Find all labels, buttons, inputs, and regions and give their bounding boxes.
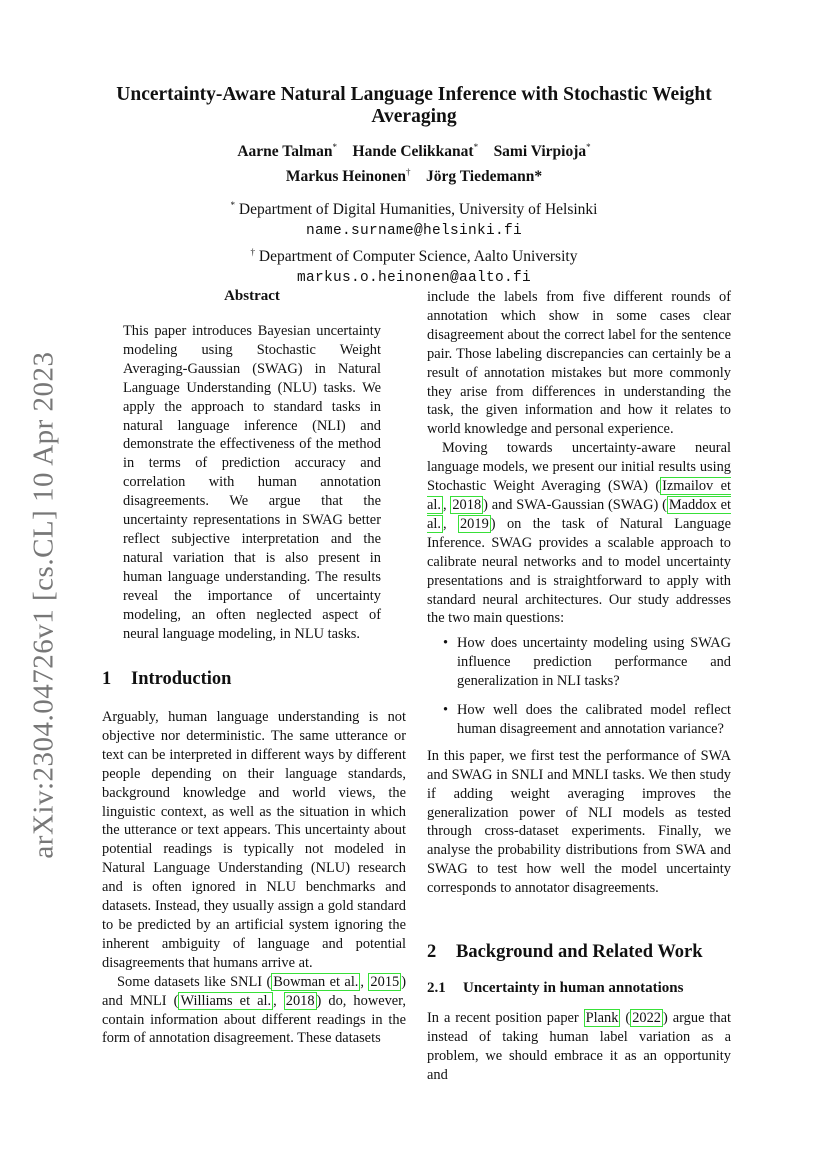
author-mark: * bbox=[586, 142, 591, 152]
question-item bbox=[427, 634, 731, 691]
subsection-2-1-heading bbox=[427, 980, 683, 997]
email-1: name.surname@helsinki.fi bbox=[305, 222, 523, 239]
author-name: Markus Heinonen bbox=[285, 168, 406, 185]
affiliation-mark: † bbox=[250, 247, 256, 257]
right-paragraph-continued: include the labels from five different rounds of annotation which show in some cases clear disagreement about the correct label for the sentence pair. Those labeling discrepancies can certainly be a result of annotation mistakes but more commonly they arise from differences in understanding the task, the given information and how it relates to world knowledge and personal experience. bbox=[427, 289, 731, 438]
section-title: Introduction bbox=[131, 669, 232, 689]
arxiv-stamp bbox=[24, 351, 64, 859]
bullet-icon: • bbox=[443, 635, 449, 652]
author-mark: * bbox=[332, 142, 338, 152]
author-row-2 bbox=[60, 162, 768, 187]
intro-body bbox=[102, 708, 406, 1048]
section-number: 1 bbox=[102, 669, 112, 689]
author-list bbox=[60, 137, 768, 187]
text-run: Some datasets like SNLI ( bbox=[117, 973, 272, 990]
text-run: ) and MNLI ( bbox=[102, 973, 406, 1009]
bullet-icon: • bbox=[443, 702, 449, 719]
citation-link[interactable]: Maddox et al. bbox=[427, 496, 731, 532]
title-line-1: Uncertainty-Aware Natural Language Inference with Stochastic Weight bbox=[116, 84, 712, 105]
right-column-body bbox=[427, 288, 731, 898]
question-list bbox=[427, 634, 731, 739]
text-run: ) argue that instead of taking human label variation as a problem, we should embrace it as an opportunity and bbox=[427, 1010, 731, 1083]
affiliation-text: Department of Digital Humanities, University of Helsinki bbox=[238, 201, 598, 218]
author-row-1 bbox=[60, 137, 768, 162]
affiliation-2 bbox=[60, 242, 768, 268]
author-name: Jörg Tiedemann* bbox=[426, 168, 543, 185]
text-run: ) on the task of Natural Language Inference. SWAG provides a scalable approach to calibrate neural networks and to model uncertainty presentations and is straightforward to apply with standard neural architectures. Our study addresses the two main questions: bbox=[427, 515, 731, 627]
citation-year-link[interactable]: 2018 bbox=[285, 992, 315, 1009]
author-mark: † bbox=[406, 167, 411, 177]
citation-year-link[interactable]: 2022 bbox=[632, 1010, 661, 1026]
affiliation-text: Department of Computer Science, Aalto University bbox=[258, 248, 578, 265]
question-text: How well does the calibrated model reflect human disagreement and annotation variance? bbox=[457, 702, 731, 737]
section-title: Background and Related Work bbox=[456, 942, 703, 962]
title-line-2: Averaging bbox=[371, 106, 457, 127]
citation-link[interactable]: Bowman et al. bbox=[273, 973, 359, 990]
paper-title bbox=[60, 84, 768, 128]
author-name: Hande Celikkanat bbox=[352, 143, 474, 160]
text-run: , bbox=[273, 992, 284, 1009]
section-2-heading bbox=[427, 942, 703, 963]
citation-link[interactable]: Williams et al. bbox=[180, 992, 272, 1009]
question-item bbox=[427, 701, 731, 739]
abstract-heading: Abstract bbox=[224, 288, 280, 304]
citation-year-link[interactable]: 2019 bbox=[459, 515, 489, 532]
affiliations bbox=[60, 195, 768, 289]
text-run: , bbox=[442, 515, 458, 532]
text-run: ( bbox=[620, 1010, 631, 1026]
text-run: ) do, however, contain information about different readings in the form of annotation disagreement. These datasets bbox=[102, 992, 406, 1047]
citation-year-link[interactable]: 2015 bbox=[370, 973, 400, 990]
subsection-2-1-body bbox=[427, 1009, 731, 1085]
subsection-title: Uncertainty in human annotations bbox=[463, 980, 684, 996]
section-number: 2 bbox=[427, 942, 437, 962]
citation-link[interactable]: Izmailov et al. bbox=[427, 478, 731, 513]
text-run: In a recent position paper bbox=[427, 1010, 584, 1026]
affiliation-1 bbox=[60, 195, 768, 221]
author-mark: * bbox=[473, 142, 479, 152]
intro-paragraph-1: Arguably, human language understanding is not objective nor deterministic. The same utterance or text can be interpreted in different ways by different people depending on their language standards, background knowledge and world views, the linguistic context, as well as the situation in which the utterance or text appears. This uncertainty about potential readings is typically not modeled in Natural Language Understanding (NLU) research and is often ignored in NLU benchmarks and datasets. Instead, they usually assign a gold standard to be predicted by an artificial system ignoring the inherent ambiguity of language and potential disagreements that humans arrive at. bbox=[102, 709, 406, 971]
subsection-number: 2.1 bbox=[427, 980, 446, 996]
section-1-heading bbox=[102, 669, 231, 690]
right-paragraph-2 bbox=[427, 439, 731, 628]
text-run: Moving towards uncertainty-aware neural language models, we present our initial results using Stochastic Weight Averaging (SWA) ( bbox=[427, 440, 731, 495]
arxiv-id: arXiv:2304.04726v1 [cs.CL] 10 Apr 2023 bbox=[27, 351, 60, 859]
intro-paragraph-2 bbox=[102, 973, 406, 1049]
abstract-text: This paper introduces Bayesian uncertainty modeling using Stochastic Weight Averaging-Gaussian (SWAG) in Natural Language Understanding (NLU) tasks. We apply the approach to standard tasks in natural language inference (NLI) and demonstrate the effectiveness of the method in terms of prediction accuracy and correlation with human annotation disagreements. We argue that the uncertainty representations in SWAG better reflect subjective interpretation and the natural variation that is also present in human language understanding. The results reveal the importance of uncertainty modeling, an often neglected aspect of neural language modeling, in NLU tasks. bbox=[123, 323, 381, 642]
affiliation-mark: * bbox=[230, 200, 236, 210]
subsection-paragraph bbox=[427, 1009, 731, 1085]
citation-link[interactable]: Plank bbox=[585, 1010, 619, 1026]
text-run: ) and SWA-Gaussian (SWAG) ( bbox=[483, 496, 667, 513]
author-name: Sami Virpioja bbox=[493, 143, 587, 160]
text-run: , bbox=[442, 496, 451, 513]
text-run: , bbox=[360, 973, 369, 990]
question-text: How does uncertainty modeling using SWAG influence prediction performance and generalization in NLI tasks? bbox=[457, 635, 731, 690]
right-paragraph-3: In this paper, we first test the performance of SWA and SWAG in SNLI and MNLI tasks. We then study if adding weight averaging improves the generalization power of NLI models as tested through cross-dataset experiments. Finally, we analyse the probability distributions from SWA and SWAG to test how well the model uncertainty corresponds to annotator disagreements. bbox=[427, 747, 731, 897]
citation-year-link[interactable]: 2018 bbox=[452, 496, 482, 513]
email-2: markus.o.heinonen@aalto.fi bbox=[296, 269, 532, 286]
author-name: Aarne Talman bbox=[237, 143, 333, 160]
